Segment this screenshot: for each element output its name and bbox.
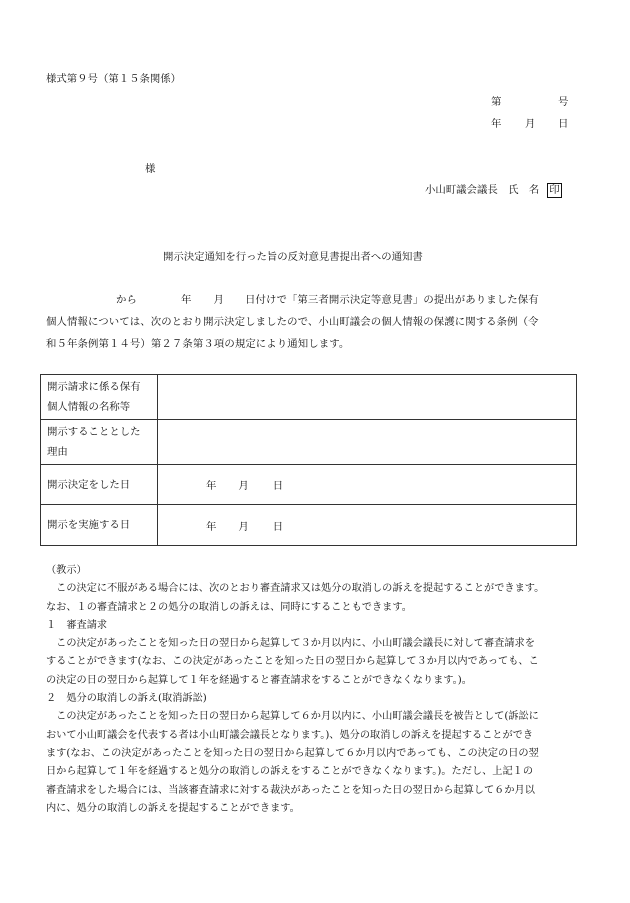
sender-title: 小山町議会議長 氏 名: [425, 184, 540, 196]
body-line-1: [46, 289, 591, 311]
instructions-section: [46, 562, 594, 818]
seal-mark: 印: [549, 184, 560, 196]
row-date-cell: 年 月 日: [158, 465, 577, 505]
body-line-3: 和５年条例第１４号）第２７条第３項の規定により通知します。: [46, 338, 350, 350]
table-row: [41, 465, 577, 505]
row-date-cell: 年 月 日: [158, 505, 577, 546]
table-row: [41, 505, 577, 546]
instructions-line: ます(なお、この決定があったことを知った日の翌日から起算して６か月以内であっても、この決定の日の翌: [46, 747, 539, 759]
instructions-line: この決定があったことを知った日の翌日から起算して６か月以内に、小山町議会議長を被告として(訴訟に: [46, 711, 539, 723]
info-table: [40, 374, 577, 546]
addressee-honorific: 様: [145, 163, 156, 175]
body-year: 年: [180, 294, 192, 306]
row-label: 開示することとした 理由: [41, 420, 158, 465]
instructions-line: 審査請求をした場合には、当該審査請求に対する裁決があったことを知った日の翌日から起算して６か月以: [46, 784, 535, 796]
body-paragraph: [46, 289, 591, 355]
instructions-line: 日から起算して１年を経過すると処分の取消しの訴えをすることができなくなります。)。ただし、上記１の: [46, 766, 534, 778]
instructions-heading: （教示）: [46, 565, 87, 576]
instructions-line: この決定があったことを知った日の翌日から起算して３か月以内に、小山町議会議長に対して審査請求を: [46, 638, 535, 650]
row-value-cell: [158, 375, 577, 420]
body-month: 月: [213, 294, 224, 306]
sender-line: [425, 181, 562, 198]
date-day-label: 日: [558, 118, 569, 130]
instructions-line: おいて小山町議会を代表する者は小山町議会議長となります。)、処分の取消しの訴えを提起することができ: [46, 729, 534, 741]
date-month-label: 月: [525, 118, 536, 130]
date-year-label: 年: [491, 118, 502, 130]
instructions-line: の決定の日の翌日から起算して１年を経過すると審査請求をすることができなくなります。)。: [46, 674, 472, 686]
form-number: 様式第９号（第１５条関係）: [46, 73, 182, 85]
row-label: 開示請求に係る保有 個人情報の名称等: [41, 375, 158, 420]
row-value-cell: [158, 420, 577, 465]
instructions-line: この決定に不服がある場合には、次のとおり審査請求又は処分の取消しの訴えを提起することができます。: [46, 583, 545, 595]
section-heading-review: １ 審査請求: [46, 619, 108, 631]
body-line1-rest: 日付けで「第三者開示決定等意見書」の提出がありました保有: [244, 294, 539, 306]
body-from: から: [116, 294, 137, 306]
table-row: [41, 375, 577, 420]
body-line-2: 個人情報については、次のとおり開示決定しましたので、小山町議会の個人情報の保護に関する条例（令: [46, 316, 539, 328]
instructions-line: 内に、処分の取消しの訴えを提起することができます。: [46, 802, 300, 814]
document-title: 開示決定通知を行った旨の反対意見書提出者への通知書: [163, 251, 423, 263]
doc-number-prefix: 第: [491, 96, 502, 108]
table-row: [41, 420, 577, 465]
row-label: 開示を実施する日: [41, 505, 158, 546]
row-label: 開示決定をした日: [41, 465, 158, 505]
instructions-line: なお、１の審査請求と２の処分の取消しの訴えは、同時にすることもできます。: [46, 601, 412, 613]
section-heading-lawsuit: ２ 処分の取消しの訴え(取消訴訟): [46, 693, 207, 705]
instructions-line: することができます(なお、この決定があったことを知った日の翌日から起算して３か月以内であっても、こ: [46, 656, 539, 668]
doc-number-suffix: 号: [558, 96, 569, 108]
